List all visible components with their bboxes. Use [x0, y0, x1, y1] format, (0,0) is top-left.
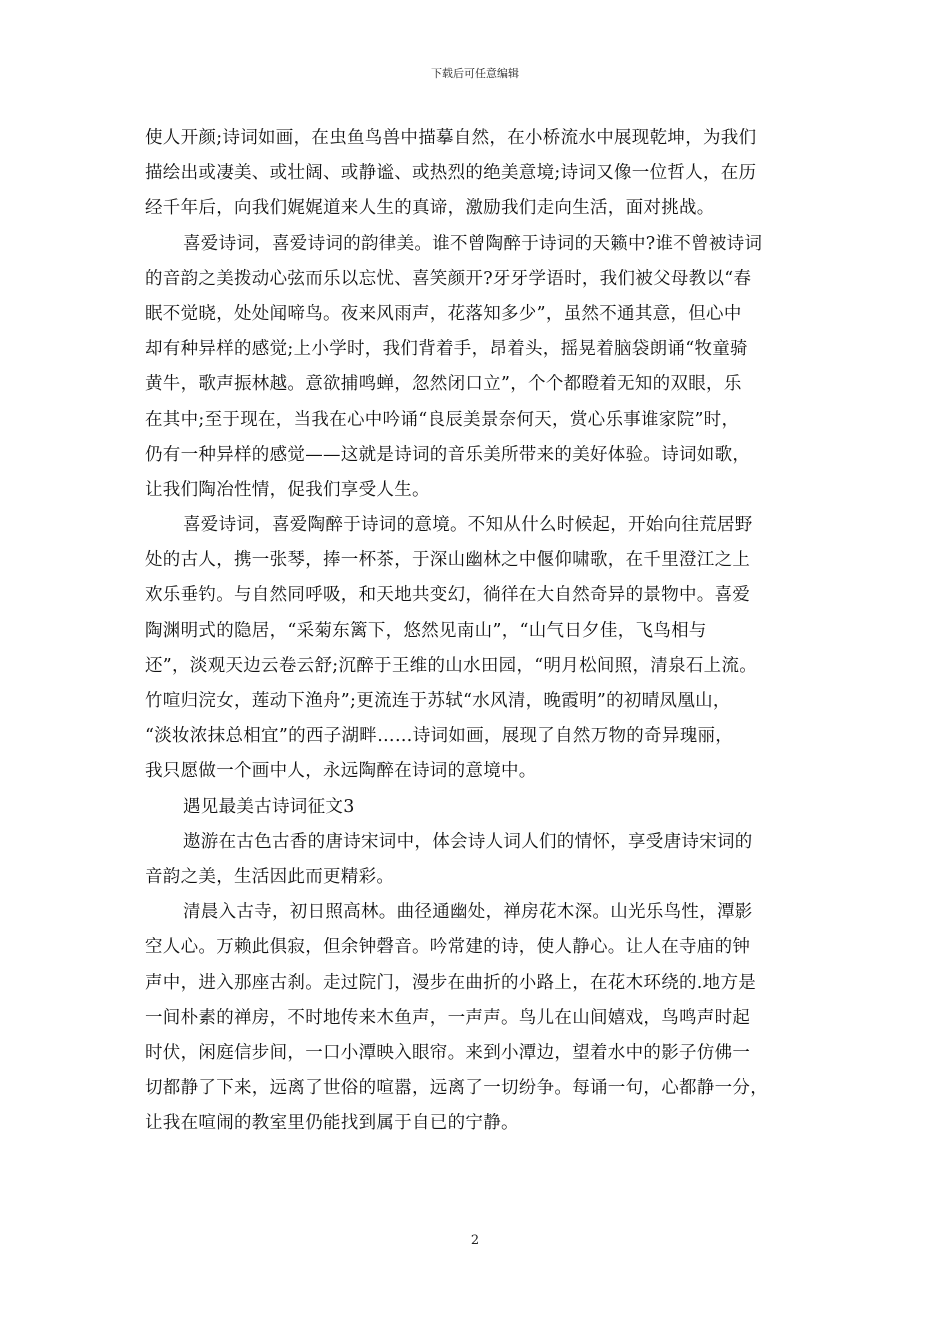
text-line: 喜爱诗词，喜爱陶醉于诗词的意境。不知从什么时候起，开始向往荒居野 — [183, 515, 753, 536]
text-line: 还”，淡观天边云卷云舒;沉醉于王维的山水田园，“明月松间照，清泉石上流。 — [145, 655, 758, 676]
text-line: 描绘出或凄美、或壮阔、或静谧、或热烈的绝美意境;诗词又像一位哲人，在历 — [145, 163, 757, 184]
text-line: 一间朴素的禅房，不时地传来木鱼声，一声声。鸟儿在山间嬉戏，鸟鸣声时起 — [145, 1007, 751, 1028]
text-line: 使人开颜;诗词如画，在虫鱼鸟兽中描摹自然，在小桥流水中展现乾坤，为我们 — [145, 128, 757, 148]
text-line: 的音韵之美拨动心弦而乐以忘忧、喜笑颜开?牙牙学语时，我们被父母教以“春 — [145, 268, 752, 289]
section-heading — [145, 790, 821, 825]
text-line: 竹喧归浣女，莲动下渔舟”;更流连于苏轼“水风清，晚霞明”的初晴凤凰山， — [145, 691, 731, 711]
paragraph — [145, 227, 821, 509]
text-line: 声中，进入那座古刹。走过院门，漫步在曲折的小路上，在花木环绕的.地方是 — [145, 972, 757, 993]
paragraph — [145, 895, 821, 1141]
text-line: 音韵之美，生活因此而更精彩。 — [145, 866, 395, 887]
text-line: 切都静了下来，远离了世俗的喧嚣，远离了一切纷争。每诵一句，心都静一分， — [145, 1078, 768, 1099]
paragraph — [145, 121, 821, 227]
page-number: 2 — [470, 1233, 480, 1248]
text-line: 眠不觉晓，处处闻啼鸟。夜来风雨声，花落知多少”，虽然不通其意，但心中 — [145, 303, 742, 324]
text-line: 清晨入古寺，初日照高林。曲径通幽处，禅房花木深。山光乐鸟性，潭影 — [183, 902, 753, 923]
text-line: 陶渊明式的隐居，“采菊东篱下，悠然见南山”，“山气日夕佳，飞鸟相与 — [145, 620, 707, 641]
text-line: 在其中;至于现在，当我在心中吟诵“良辰美景奈何天，赏心乐事谁家院”时， — [145, 409, 740, 430]
text-line: 欢乐垂钓。与自然同呼吸，和天地共变幻，徜徉在大自然奇异的景物中。喜爱 — [145, 585, 751, 606]
text-line: 空人心。万赖此俱寂，但余钟磬音。吟常建的诗，使人静心。让人在寺庙的钟 — [145, 937, 751, 958]
text-line: 喜爱诗词，喜爱诗词的韵律美。谁不曾陶醉于诗词的天籁中?谁不曾被诗词 — [183, 233, 763, 254]
paragraph — [145, 825, 821, 895]
text-line: 我只愿做一个画中人，永远陶醉在诗词的意境中。 — [145, 761, 537, 782]
text-line: 让我们陶冶性情，促我们享受人生。 — [145, 479, 430, 500]
text-line: 黄牛，歌声振林越。意欲捕鸣蝉，忽然闭口立”，个个都瞪着无知的双眼，乐 — [145, 374, 742, 395]
text-line: 遨游在古色古香的唐诗宋词中，体会诗人词人们的情怀，享受唐诗宋词的 — [183, 831, 753, 852]
text-line: 却有种异样的感觉;上小学时，我们背着手，昂着头，摇晃着脑袋朗诵“牧童骑 — [145, 339, 748, 360]
document-body — [145, 121, 821, 1141]
text-line: 让我在喧闹的教室里仍能找到属于自已的宁静。 — [145, 1113, 519, 1134]
page-header: 下载后可任意编辑 — [431, 67, 519, 80]
paragraph — [145, 508, 821, 790]
text-line: 经千年后，向我们娓娓道来人生的真谛，激励我们走向生活，面对挑战。 — [145, 198, 715, 219]
text-line: 时伏，闲庭信步间，一口小潭映入眼帘。来到小潭边，望着水中的影子仿佛一 — [145, 1042, 751, 1063]
text-line: 处的古人，携一张琴，捧一杯茶，于深山幽林之中偃仰啸歌，在千里澄江之上 — [145, 550, 751, 571]
text-line: “淡妆浓抹总相宜”的西子湖畔……诗词如画，展现了自然万物的奇异瑰丽， — [145, 726, 734, 747]
heading-text: 遇见最美古诗词征文3 — [183, 796, 355, 817]
text-line: 仍有一种异样的感觉——这就是诗词的音乐美所带来的美好体验。诗词如歌， — [145, 444, 751, 465]
